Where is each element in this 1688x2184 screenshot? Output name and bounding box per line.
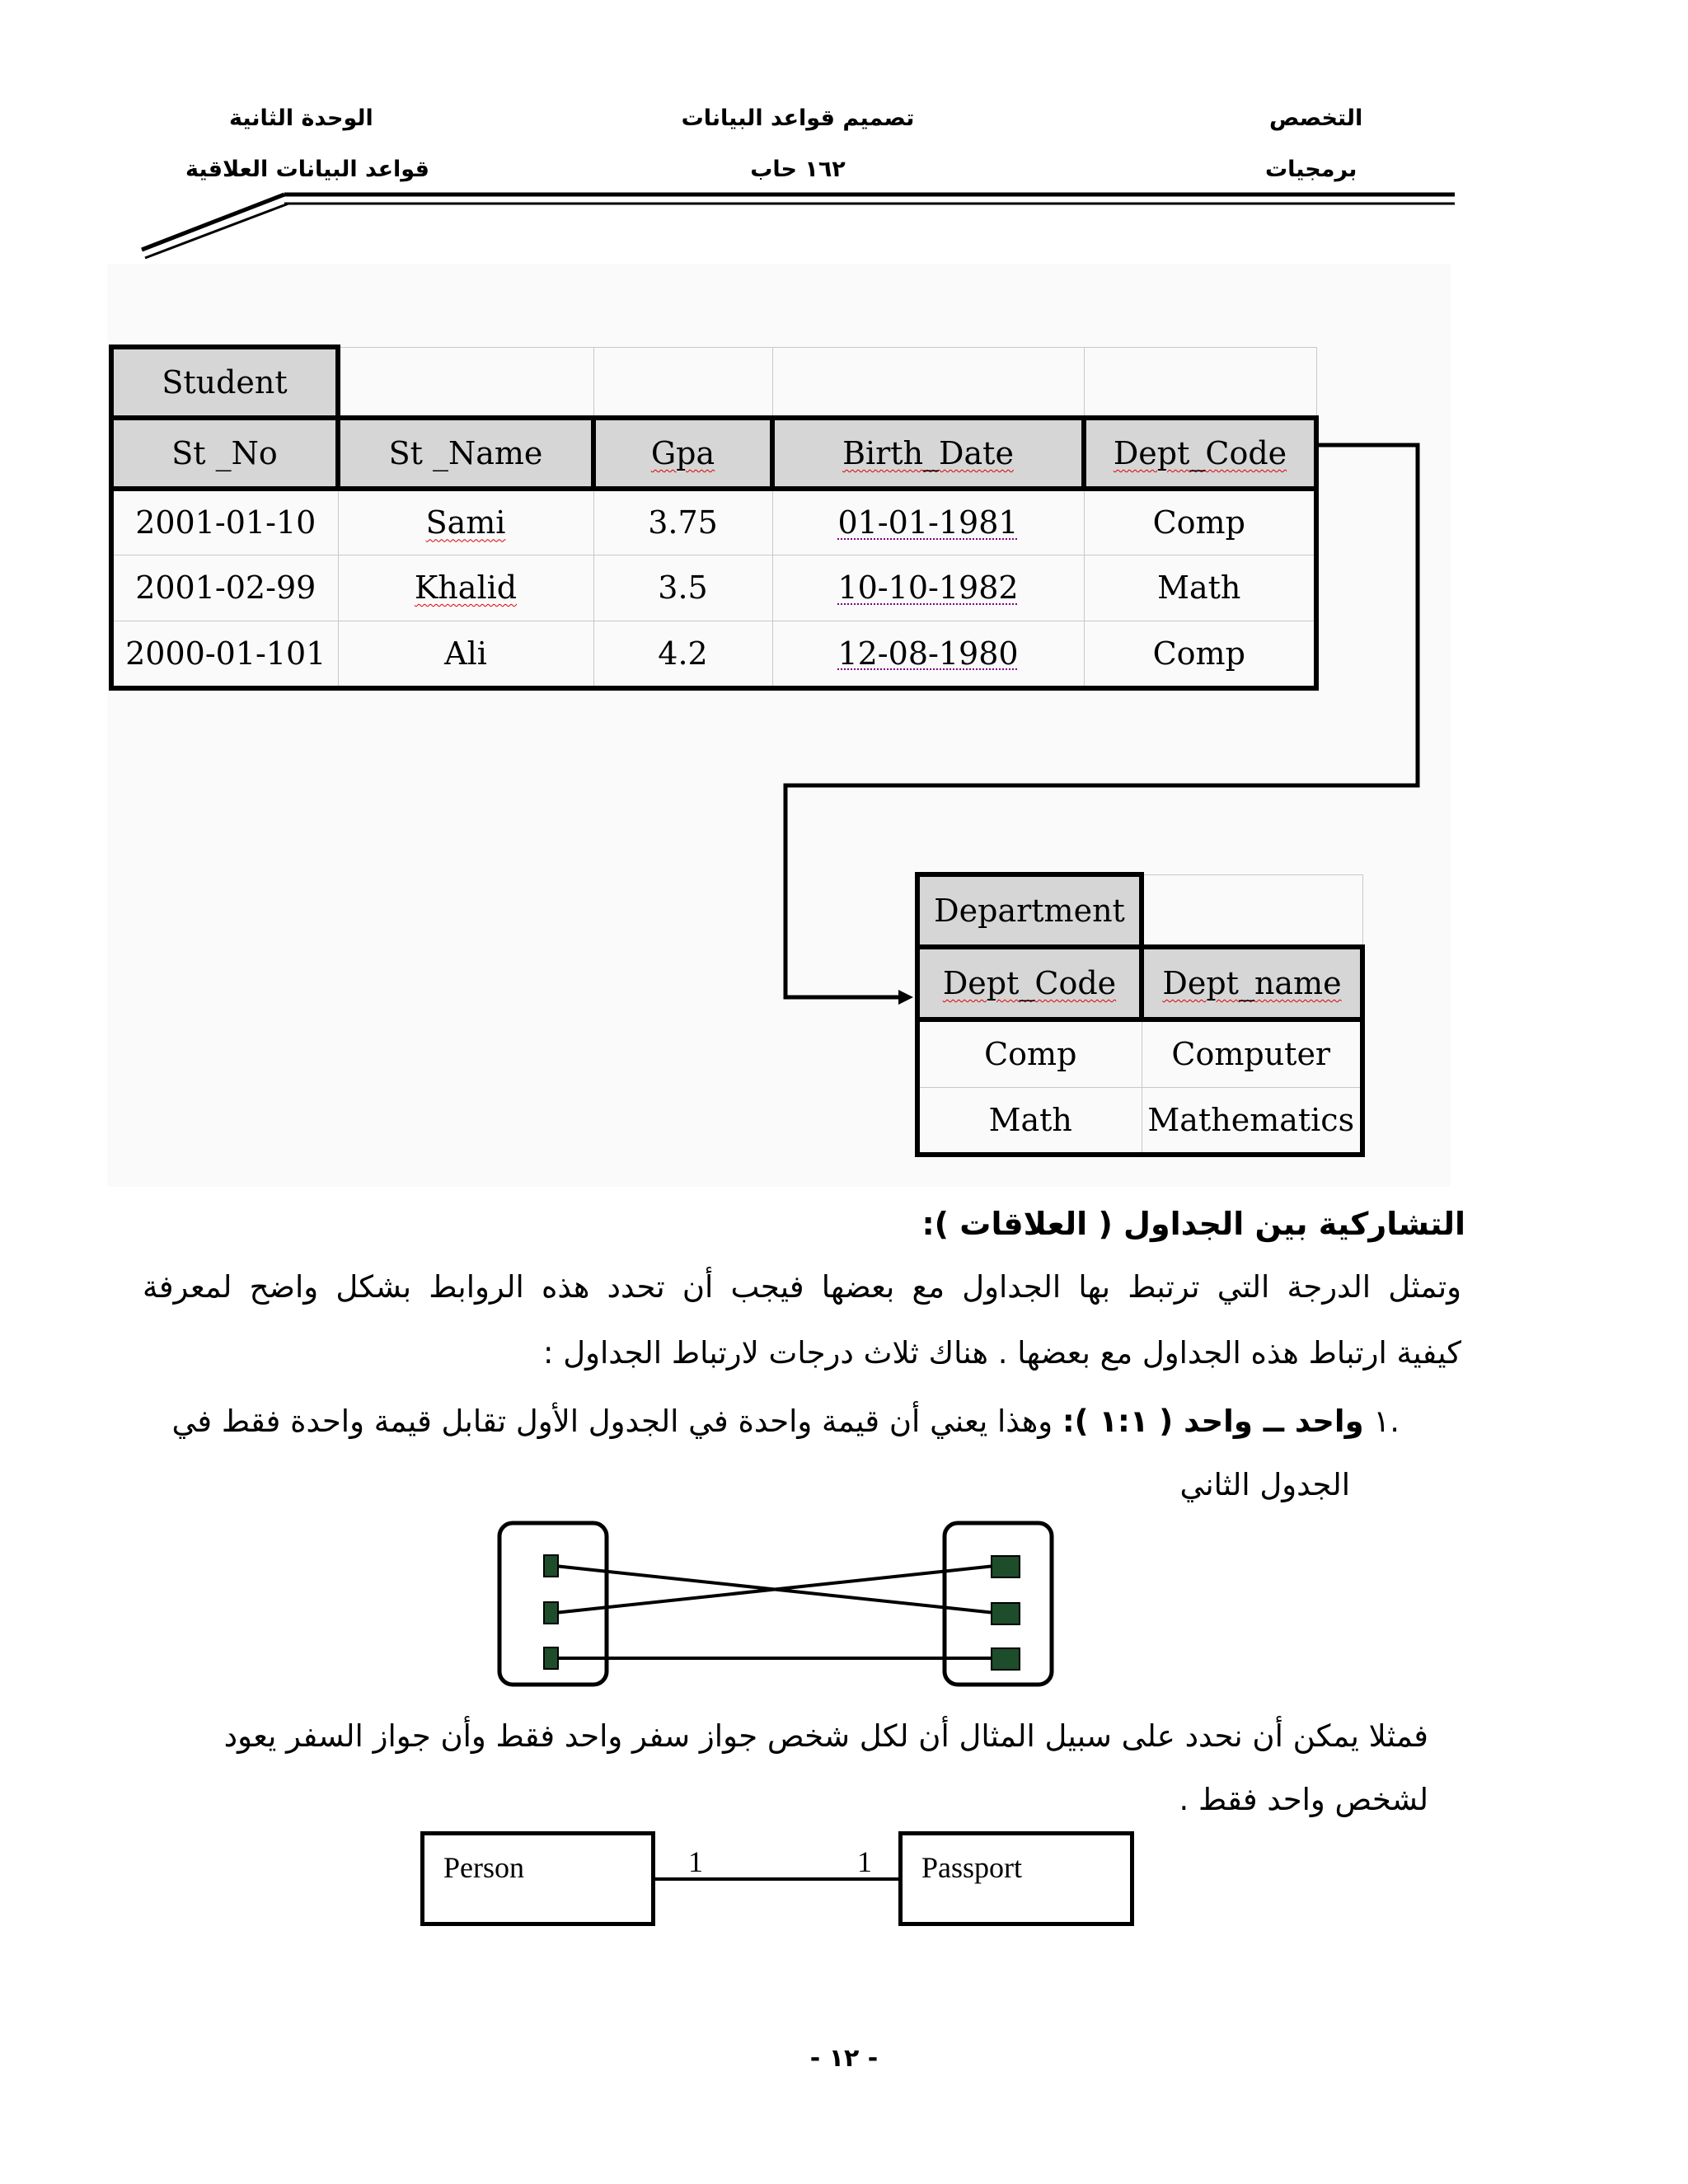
table-cell: 12-08-1980 — [772, 621, 1084, 688]
table-row — [917, 1019, 1362, 1087]
header-specialty: التخصص — [1269, 105, 1363, 131]
student-col-st-name: St _Name — [338, 418, 593, 489]
right-node-icon — [992, 1603, 1020, 1624]
table-cell: Sami — [338, 489, 593, 555]
table-cell: Khalid — [338, 555, 593, 621]
student-col-dept-code: Dept_Code — [1084, 418, 1316, 489]
table-cell: Math — [1084, 555, 1316, 621]
list-item-one-to-one — [172, 1404, 1400, 1439]
table-cell: Comp — [917, 1019, 1142, 1087]
department-col-dept-name: Dept_name — [1142, 947, 1362, 1019]
cardinality-right: 1 — [857, 1845, 872, 1878]
paragraph-line: كيفية ارتباط هذه الجداول مع بعضها . هناك ثلاث درجات لارتباط الجداول : — [542, 1335, 1461, 1371]
page-number: - ١٢ - — [809, 2044, 879, 2073]
student-col-st-no: St _No — [111, 418, 338, 489]
table-cell: 3.5 — [593, 555, 772, 621]
table-cell: 2001-01-10 — [111, 489, 338, 555]
table-cell: Math — [917, 1087, 1142, 1155]
student-col-birth-date: Birth_Date — [772, 418, 1084, 489]
table-cell: 2001-02-99 — [111, 555, 338, 621]
list-number: .١ — [1373, 1404, 1400, 1439]
department-table-title: Department — [917, 874, 1142, 947]
table-row — [917, 1087, 1362, 1155]
table-cell: Comp — [1084, 621, 1316, 688]
table-cell: Comp — [1084, 489, 1316, 555]
list-item-continuation: الجدول الثاني — [1179, 1467, 1350, 1502]
student-table-title: Student — [111, 347, 338, 418]
department-col-dept-code: Dept_Code — [917, 947, 1142, 1019]
table-cell: Ali — [338, 621, 593, 688]
section-heading: التشاركية بين الجداول ( العلاقات ): — [921, 1206, 1465, 1242]
header-course-code: ١٦٢ حاب — [750, 157, 846, 182]
left-node-icon — [544, 1555, 558, 1577]
arrow-head-icon — [898, 990, 913, 1005]
header-specialty-value: برمجيات — [1265, 157, 1357, 182]
header-course-title: تصميم قواعد البيانات — [681, 105, 915, 131]
left-node-icon — [544, 1647, 558, 1669]
entity-passport-label: Passport — [921, 1851, 1023, 1884]
list-term: واحد ــ واحد ( ١:١ ): — [1062, 1404, 1364, 1439]
table-cell: 2000-01-101 — [111, 621, 338, 688]
left-node-icon — [544, 1602, 558, 1624]
example-line: فمثلا يمكن أن نحدد على سبيل المثال أن لكل شخص جواز سفر واحد فقط وأن جواز السفر يعود — [223, 1718, 1428, 1754]
header-unit-title: قواعد البيانات العلاقية — [185, 157, 429, 182]
header-unit: الوحدة الثانية — [229, 105, 373, 131]
right-node-icon — [992, 1648, 1020, 1670]
department-table — [915, 872, 1365, 1157]
example-line: لشخص واحد فقط . — [1179, 1782, 1428, 1817]
one-to-one-mapping-diagram — [486, 1516, 1063, 1706]
table-cell: Computer — [1142, 1019, 1362, 1087]
cardinality-left: 1 — [688, 1845, 703, 1878]
right-node-icon — [992, 1556, 1020, 1577]
table-cell: 4.2 — [593, 621, 772, 688]
table-cell: 3.75 — [593, 489, 772, 555]
list-text: وهذا يعني أن قيمة واحدة في الجدول الأول تقابل قيمة واحدة فقط في — [171, 1404, 1053, 1439]
entity-person-label: Person — [443, 1851, 524, 1884]
table-cell: 10-10-1982 — [772, 555, 1084, 621]
student-col-gpa: Gpa — [593, 418, 772, 489]
paragraph-line: وتمثل الدرجة التي ترتبط بها الجداول مع بعضها فيجب أن تحدد هذه الروابط بشكل واضح لمعرفة — [143, 1269, 1461, 1305]
table-cell: 01-01-1981 — [772, 489, 1084, 555]
table-cell: Mathematics — [1142, 1087, 1362, 1155]
